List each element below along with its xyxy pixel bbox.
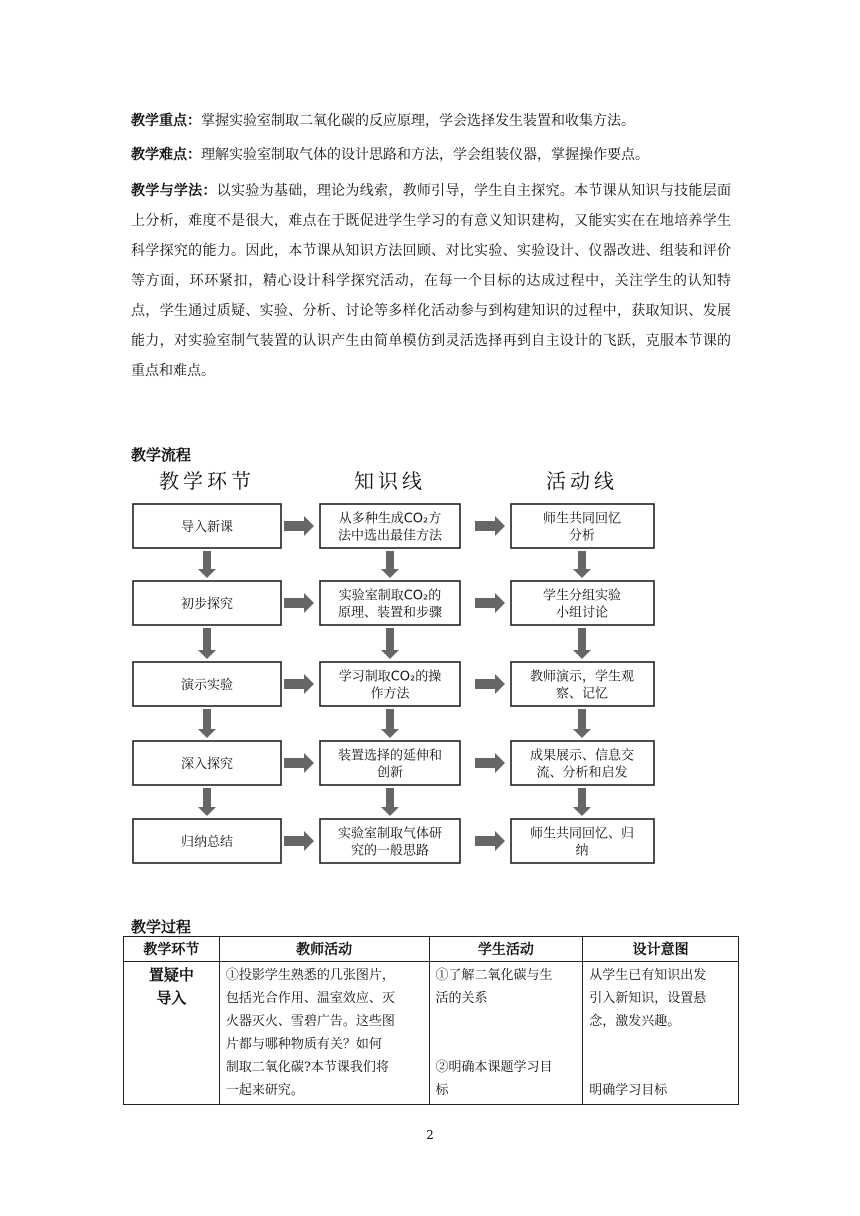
down-arrow-icon [198,709,216,738]
student-cell [429,962,583,1105]
intent-line: 从学生已有知识出发 [589,968,707,983]
header-stage: 教学环节 [124,937,220,962]
knowledge-label: 创新 [376,765,404,781]
process-header-row [124,937,739,962]
activity-label: 师生共同回忆 [542,511,622,527]
activity-label: 师生共同回忆、归 [529,826,635,842]
down-arrow-icon [573,788,591,816]
stage-cell [124,962,220,1105]
stage-line: 导入 [156,989,187,1007]
teacher-cell [219,962,429,1105]
down-arrow-icon [573,709,591,738]
down-arrow-icon [198,628,216,659]
knowledge-label: 原理、装置和步骤 [337,605,443,621]
right-arrow-icon [284,753,314,773]
intent-line: 念，激发兴趣。 [589,1014,681,1029]
difficult-points-text: 理解实验室制取气体的设计思路和方法，学会组装仪器，掌握操作要点。 [201,147,649,163]
header-student: 学生活动 [429,937,583,962]
activity-label: 纳 [575,843,589,859]
knowledge-label: 实验室制取气体研 [337,826,443,842]
student-line: ①了解二氧化碳与生 [435,968,553,983]
right-arrow-icon [284,593,314,613]
intent-line [589,1033,732,1056]
right-arrow-icon [475,593,505,613]
student-line [436,1010,577,1033]
stage-label: 归纳总结 [180,835,234,850]
right-arrow-icon [475,516,505,536]
key-points-text: 掌握实验室制取二氧化碳的反应原理，学会选择发生装置和收集方法。 [201,113,635,129]
knowledge-label: 装置选择的延伸和 [337,748,443,764]
activity-label: 察、记忆 [555,686,609,702]
student-line: ②明确本课题学习目 [435,1060,553,1075]
down-arrow-icon [573,628,591,659]
down-arrow-icon [381,709,399,738]
intent-line: 引入新知识，设置悬 [589,991,707,1006]
teacher-line: 制取二氧化碳?本节课我们将 [225,1060,389,1075]
table-row [124,962,739,1105]
down-arrow-icon [198,551,216,578]
knowledge-label: 法中选出最佳方法 [337,528,443,544]
down-arrow-icon [381,628,399,659]
down-arrow-icon [198,788,216,816]
stage-label: 深入探究 [180,757,234,772]
difficult-points-label: 教学难点： [131,147,201,163]
teacher-line: 火器灭火、雪碧广告。这些图 [225,1014,395,1029]
student-line [436,1033,577,1056]
right-arrow-icon [284,674,314,694]
stage-col-header: 教学环节 [159,469,255,493]
intent-line [589,1056,732,1079]
right-arrow-icon [284,516,314,536]
process-table [123,936,739,1105]
right-arrow-icon [284,831,314,851]
knowledge-label: 从多种生成CO₂方 [338,511,442,527]
process-title: 教学过程 [131,918,192,936]
page-number: 2 [426,1128,434,1142]
activity-label: 成果展示、信息交 [529,748,635,764]
knowledge-label: 实验室制取CO₂的 [338,588,442,604]
teacher-line: 一起来研究。 [225,1083,304,1098]
student-line: 标 [435,1083,449,1098]
teacher-line: 片都与哪种物质有关？如何 [225,1037,382,1052]
student-line: 活的关系 [435,991,488,1006]
stage-label: 初步探究 [180,597,234,612]
activity-label: 学生分组实验 [542,588,622,604]
knowledge-label: 学习制取CO₂的操 [338,669,442,685]
header-intent: 设计意图 [583,937,739,962]
right-arrow-icon [475,831,505,851]
down-arrow-icon [573,551,591,578]
intent-line: 明确学习目标 [589,1083,668,1098]
activity-label: 小组讨论 [555,605,609,621]
activity-col-header: 活动线 [546,469,618,493]
activity-label: 教师演示，学生观 [529,669,635,685]
key-points-label: 教学重点： [131,113,201,129]
right-arrow-icon [475,674,505,694]
stage-line: 置疑中 [148,966,194,984]
activity-label: 分析 [568,528,596,544]
teacher-line: ①投影学生熟悉的几张图片， [225,968,395,983]
stage-label: 演示实验 [180,678,234,693]
teacher-line: 包括光合作用、温室效应、灭 [225,991,395,1006]
stage-label: 导入新课 [180,520,234,535]
down-arrow-icon [381,788,399,816]
knowledge-label: 作方法 [370,686,410,702]
flow-title: 教学流程 [131,446,192,464]
methods-text: 以实验为基础，理论为线索，教师引导，学生自主探究。本节课从知识与技能层面上分析，难度不是很大，难点在于既促进学生学习的有意义知识建构，又能实实在在地培养学生科学探究的能力。因此，本节课从知识方法回顾、对比实验、实验设计、仪器改进、组装和评价等方面，环环紧扣，精心设计科学探究活动，在每一个目标的达成过程中，关注学生的认知特点，学生通过质疑、实验、分析、讨论等多样化活动参与到构建知识的过程中，获取知识、发展能力，对实验室制气装置的认识产生由简单模仿到灵活选择再到自主设计的飞跃，克服本节课的重点和难点。 [131,183,732,379]
down-arrow-icon [381,551,399,578]
methods-label: 教学与学法： [131,183,217,199]
activity-label: 流、分析和启发 [536,765,628,781]
header-teacher: 教师活动 [219,937,429,962]
knowledge-col-header: 知识线 [354,469,426,493]
right-arrow-icon [475,753,505,773]
intent-cell [583,962,739,1105]
knowledge-label: 究的一般思路 [350,843,430,859]
